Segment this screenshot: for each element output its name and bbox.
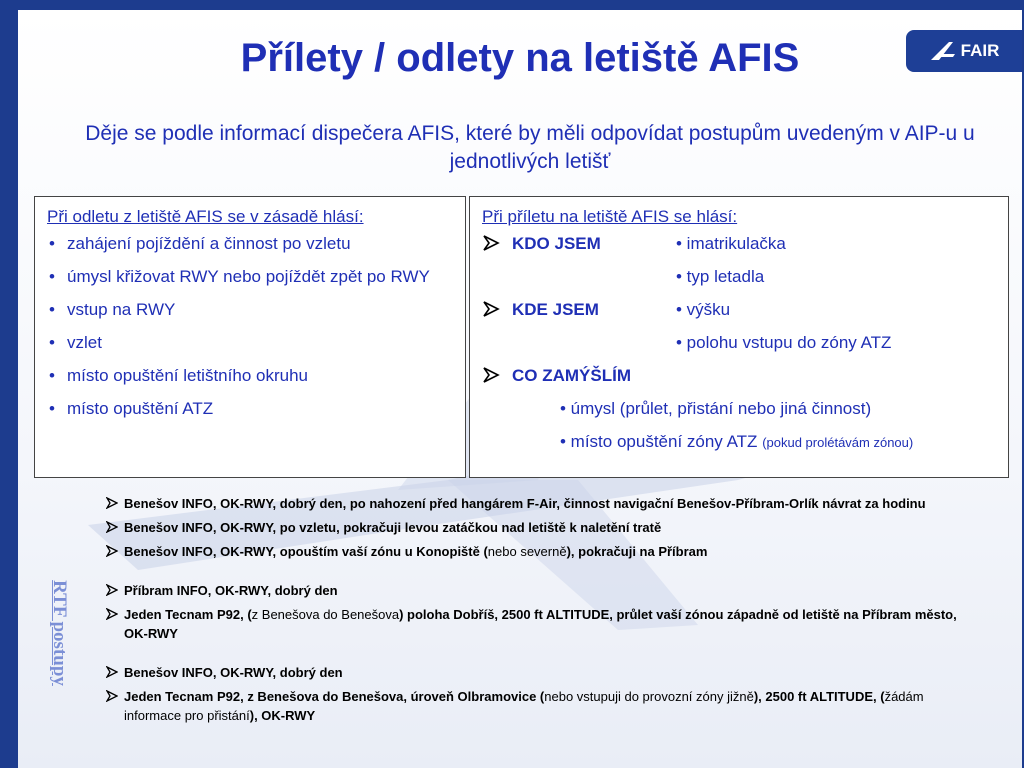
list-item: Jeden Tecnam P92, z Benešova do Benešova, úroveň Olbramovice (nebo vstupuji do provozní zóny jižně), 2500 ft ALTITUDE, (žádám informace pro přistání), OK-RWY xyxy=(102,687,982,725)
intent-value-2: • místo opuštění zóny ATZ (pokud prolétávám zónou) xyxy=(560,432,914,451)
arrival-box xyxy=(469,196,1009,478)
arrow-bullet-icon xyxy=(106,690,118,702)
where-row-2 xyxy=(482,332,1000,365)
list-item: • vstup na RWY xyxy=(49,300,176,319)
intent-key: CO ZAMÝŠLÍM xyxy=(512,366,631,385)
departure-box xyxy=(34,196,466,478)
who-value-1: • imatrikulačka xyxy=(676,234,786,253)
list-item: • zahájení pojíždění a činnost po vzletu xyxy=(49,234,351,253)
where-value-1: • výšku xyxy=(676,300,731,319)
logo-text: FAIR xyxy=(960,41,1000,60)
list-item: • vzlet xyxy=(49,333,102,352)
list-item: Příbram INFO, OK-RWY, dobrý den xyxy=(102,581,982,600)
list-item: Benešov INFO, OK-RWY, dobrý den xyxy=(102,663,982,682)
rtf-examples-list xyxy=(102,494,982,730)
side-label: RTF postupy xyxy=(49,580,70,686)
where-row xyxy=(482,299,1000,332)
who-value-2: • typ letadla xyxy=(676,267,765,286)
arrow-bullet-icon xyxy=(106,545,118,557)
departure-heading: Při odletu z letiště AFIS se v zásadě hlásí: xyxy=(47,207,364,226)
list-item: Benešov INFO, OK-RWY, opouštím vaší zónu u Konopiště (nebo severně), pokračuji na Příbram xyxy=(102,542,982,561)
arrow-bullet-icon xyxy=(106,608,118,620)
list-item: • místo opuštění ATZ xyxy=(49,399,214,418)
intent-row-3 xyxy=(482,431,1000,464)
who-row-2 xyxy=(482,266,1000,299)
intent-note: (pokud prolétávám zónou) xyxy=(762,435,914,450)
arrow-bullet-icon xyxy=(482,300,500,318)
arrow-bullet-icon xyxy=(106,584,118,596)
arrow-bullet-icon xyxy=(482,234,500,252)
slide xyxy=(18,10,1022,768)
who-row xyxy=(482,233,1000,266)
list-item: Benešov INFO, OK-RWY, po vzletu, pokračuji levou zatáčkou nad letiště k naletění tratě xyxy=(102,518,982,537)
where-key: KDE JSEM xyxy=(512,300,599,319)
page-subtitle: Děje se podle informací dispečera AFIS, které by měli odpovídat postupům uvedeným v AIP-u u jednotlivých letišť xyxy=(85,122,975,173)
arrow-bullet-icon xyxy=(482,366,500,384)
where-value-2: • polohu vstupu do zóny ATZ xyxy=(676,333,892,352)
intent-row xyxy=(482,365,1000,398)
arrow-bullet-icon xyxy=(106,521,118,533)
list-item: • místo opuštění letištního okruhu xyxy=(49,366,308,385)
arrow-bullet-icon xyxy=(106,497,118,509)
arrow-bullet-icon xyxy=(106,666,118,678)
page-title: Přílety / odlety na letiště AFIS xyxy=(240,36,800,80)
list-item: Jeden Tecnam P92, (z Benešova do Benešova) poloha Dobříš, 2500 ft ALTITUDE, průlet vaší zónou západně od letiště na Příbram město, OK-RWY xyxy=(102,605,982,643)
intent-row-2 xyxy=(482,398,1000,431)
list-item: Benešov INFO, OK-RWY, dobrý den, po nahození před hangárem F-Air, činnost navigační Benešov-Příbram-Orlík návrat za hodinu xyxy=(102,494,982,513)
arrival-heading: Při příletu na letiště AFIS se hlásí: xyxy=(482,207,738,226)
intent-value-1: • úmysl (průlet, přistání nebo jiná činnost) xyxy=(560,399,872,418)
list-item: • úmysl křižovat RWY nebo pojíždět zpět po RWY xyxy=(49,267,430,286)
who-key: KDO JSEM xyxy=(512,234,601,253)
departure-list xyxy=(47,233,457,420)
